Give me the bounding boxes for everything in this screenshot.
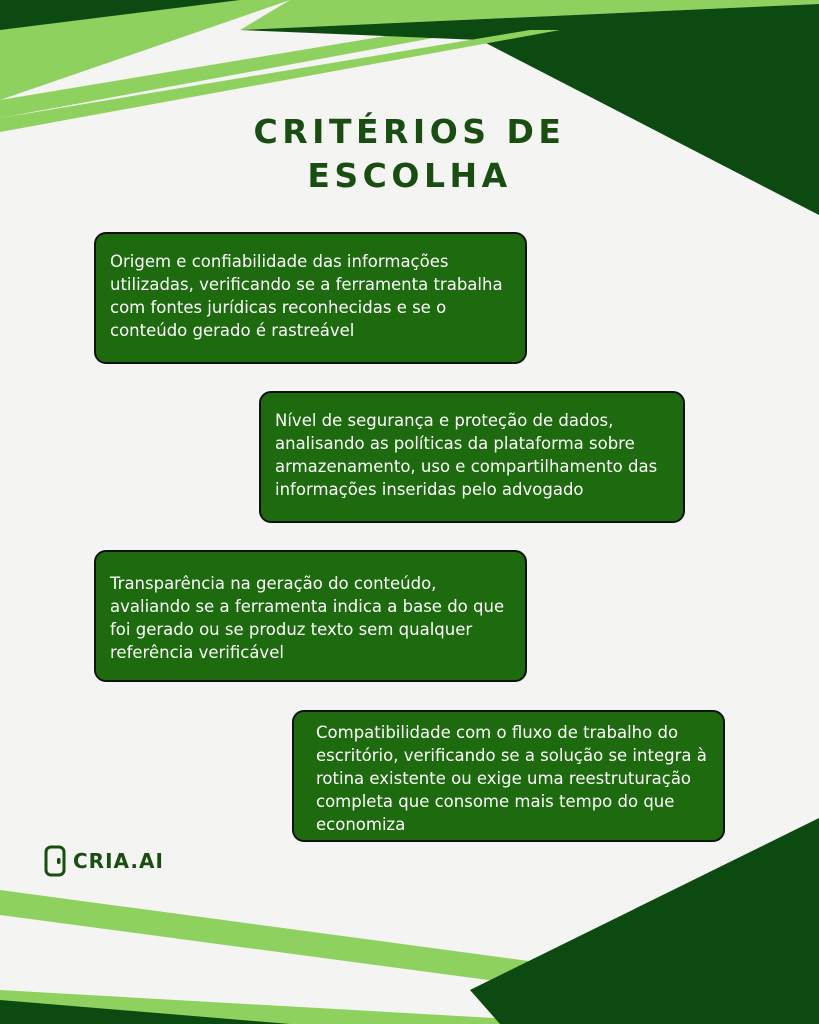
door-logo-icon xyxy=(44,845,66,877)
page-title xyxy=(0,110,819,198)
brand-name: CRIA.AI xyxy=(73,849,164,873)
criterion-text: Nível de segurança e proteção de dados, analisando as políticas da plataforma sobre armazenamento, uso e compartilhamento das informações inseridas pelo advogado xyxy=(275,411,658,499)
title-line-1: CRITÉRIOS DE xyxy=(253,112,566,151)
title-line-2: ESCOLHA xyxy=(307,156,512,195)
criterion-card-1 xyxy=(94,232,527,364)
criterion-text: Origem e confiabilidade das informações utilizadas, verificando se a ferramenta trabalha com fontes jurídicas reconhecidas e se o conteúdo gerado é rastreável xyxy=(110,252,503,340)
bottom-right-dark-triangle xyxy=(470,818,819,1024)
criterion-card-4 xyxy=(292,710,725,842)
criterion-text: Transparência na geração do conteúdo, avaliando se a ferramenta indica a base do que foi gerado ou se produz texto sem qualquer referência verificável xyxy=(110,574,505,662)
brand-logo xyxy=(44,845,164,877)
criterion-card-2 xyxy=(259,391,685,523)
criterion-card-3 xyxy=(94,550,527,682)
criterion-text: Compatibilidade com o fluxo de trabalho do escritório, verificando se a solução se integra à rotina existente ou exige uma reestruturação completa que consome mais tempo do que economiza xyxy=(316,723,707,834)
